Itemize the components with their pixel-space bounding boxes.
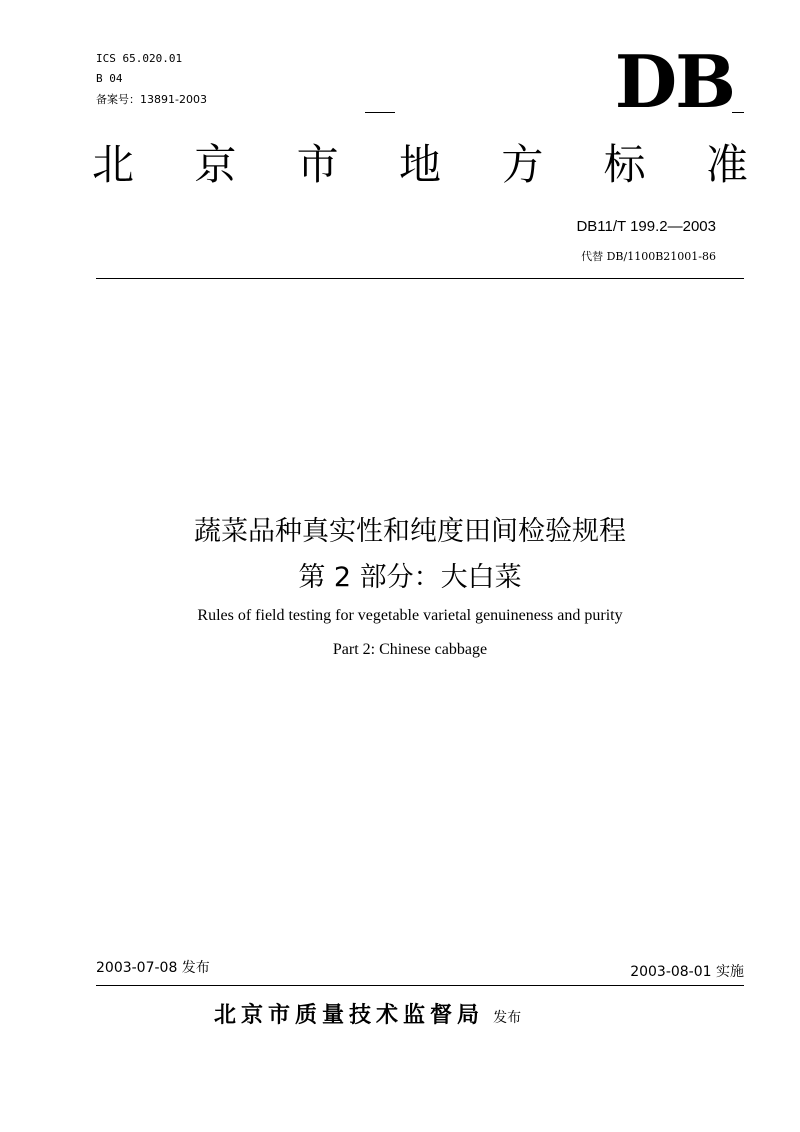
header-short-rule <box>365 112 395 113</box>
issuer <box>214 998 521 1029</box>
header-divider <box>96 278 744 279</box>
db-logo: DB <box>614 39 734 124</box>
standard-title-char: 京 <box>194 140 237 189</box>
record-number: 备案号：13891-2003 <box>96 93 207 106</box>
document-title-zh: 蔬菜品种真实性和纯度田间检验规程 <box>194 516 626 547</box>
logo-underline <box>732 112 744 113</box>
implement-date: 2003-08-01 实施 <box>630 964 744 980</box>
issuer-suffix: 发布 <box>493 1010 522 1026</box>
replaces-standard: 代替 DB/1100B21001-86 <box>581 250 716 263</box>
standard-code: DB11/T 199.2—2003 <box>576 218 716 235</box>
footer-divider <box>96 985 744 986</box>
standard-title-char: 方 <box>501 140 544 189</box>
issuer-name: 北京市质量技术监督局 <box>214 1003 485 1028</box>
standard-title-char: 地 <box>398 140 441 189</box>
standard-title-char: 北 <box>92 140 135 189</box>
classification-code: B 04 <box>96 72 123 85</box>
ics-code: ICS 65.020.01 <box>96 52 183 65</box>
standard-title-char: 准 <box>705 140 748 189</box>
document-subtitle-en: Part 2: Chinese cabbage <box>332 641 488 658</box>
document-subtitle-zh: 第 2 部分：大白菜 <box>298 562 522 593</box>
document-title-en: Rules of field testing for vegetable varietal genuineness and purity <box>197 607 623 624</box>
publish-date: 2003-07-08 发布 <box>96 960 210 976</box>
standard-title-char: 标 <box>603 140 646 189</box>
standard-type-title <box>92 140 748 190</box>
standard-title-char: 市 <box>296 140 339 189</box>
